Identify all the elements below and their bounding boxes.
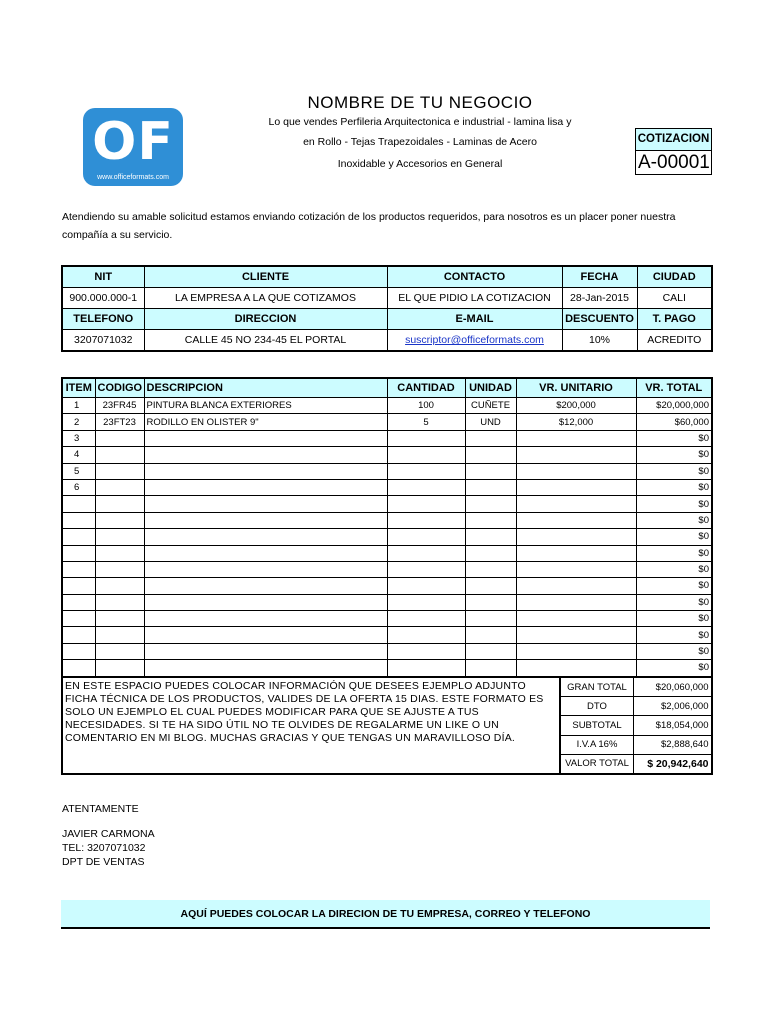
item-unit-price[interactable]	[516, 660, 636, 677]
table-row	[62, 414, 712, 430]
item-code[interactable]: 23FR45	[95, 398, 144, 414]
item-quantity[interactable]	[387, 578, 465, 594]
item-unit[interactable]	[465, 545, 516, 561]
cliente-value[interactable]: LA EMPRESA A LA QUE COTIZAMOS	[144, 288, 387, 309]
telefono-value[interactable]: 3207071032	[62, 330, 144, 352]
totals-table	[560, 676, 713, 775]
totals-value: $ 20,942,640	[634, 754, 712, 774]
item-number[interactable]	[62, 529, 95, 545]
item-code[interactable]	[95, 512, 144, 528]
logo-url: www.officeformats.com	[97, 174, 169, 181]
item-number[interactable]	[62, 561, 95, 577]
item-unit-price[interactable]	[516, 561, 636, 577]
item-quantity[interactable]	[387, 594, 465, 610]
item-number[interactable]	[62, 643, 95, 659]
item-unit[interactable]	[465, 578, 516, 594]
col-unitario: VR. UNITARIO	[516, 378, 636, 398]
totals-value: $2,006,000	[634, 697, 712, 716]
table-row	[62, 627, 712, 643]
item-quantity[interactable]	[387, 643, 465, 659]
info-header-row	[62, 266, 712, 288]
client-info-table	[61, 265, 713, 352]
totals-row	[561, 677, 712, 697]
item-quantity[interactable]	[387, 660, 465, 677]
item-quantity[interactable]	[387, 496, 465, 512]
item-number[interactable]	[62, 578, 95, 594]
table-row	[62, 447, 712, 463]
item-total[interactable]: $0	[636, 561, 712, 577]
item-total[interactable]: $20,000,000	[636, 398, 712, 414]
table-row	[62, 479, 712, 495]
info-header-row-2	[62, 309, 712, 330]
quote-number[interactable]: A-00001	[638, 152, 710, 173]
table-row	[62, 545, 712, 561]
item-unit-price[interactable]: $200,000	[516, 398, 636, 414]
item-number[interactable]	[62, 594, 95, 610]
header-telefono: TELEFONO	[62, 309, 144, 330]
tagline-line-1: Lo que vendes Perfileria Arquitectonica e industrial - lamina lisa y	[268, 116, 572, 128]
item-code[interactable]	[95, 611, 144, 627]
item-code[interactable]	[95, 561, 144, 577]
item-unit-price[interactable]	[516, 479, 636, 495]
item-unit-price[interactable]	[516, 496, 636, 512]
header-tpago: T. PAGO	[637, 309, 712, 330]
descuento-value[interactable]: 10%	[562, 330, 637, 352]
item-quantity[interactable]	[387, 512, 465, 528]
col-item: ITEM	[62, 378, 95, 398]
item-code[interactable]	[95, 545, 144, 561]
item-total[interactable]: $0	[636, 611, 712, 627]
item-quantity[interactable]	[387, 447, 465, 463]
info-value-row-2	[62, 330, 712, 352]
item-number[interactable]	[62, 545, 95, 561]
item-total[interactable]: $0	[636, 496, 712, 512]
item-total[interactable]: $0	[636, 594, 712, 610]
item-total[interactable]: $0	[636, 479, 712, 495]
table-row	[62, 430, 712, 446]
table-row	[62, 529, 712, 545]
intro-text: Atendiendo su amable solicitud estamos enviando cotización de los productos requeridos, para nosotros es un placer poner nuestra compañía a su servicio.	[62, 211, 676, 241]
item-description[interactable]	[144, 643, 387, 659]
tagline-line-2: en Rollo - Tejas Trapezoidales - Laminas de Acero	[303, 136, 537, 148]
item-unit[interactable]	[465, 611, 516, 627]
table-row	[62, 496, 712, 512]
item-code[interactable]	[95, 643, 144, 659]
item-unit[interactable]	[465, 512, 516, 528]
fecha-value[interactable]: 28-Jan-2015	[562, 288, 637, 309]
item-total[interactable]: $0	[636, 430, 712, 446]
item-description[interactable]	[144, 545, 387, 561]
item-total[interactable]: $0	[636, 660, 712, 677]
table-row	[62, 398, 712, 414]
item-unit[interactable]: UND	[465, 414, 516, 430]
item-description[interactable]	[144, 529, 387, 545]
item-code[interactable]	[95, 529, 144, 545]
tagline-line-3: Inoxidable y Accesorios en General	[337, 158, 503, 170]
item-total[interactable]: $0	[636, 627, 712, 643]
totals-value: $20,060,000	[634, 677, 712, 697]
item-description[interactable]	[144, 447, 387, 463]
col-descripcion: DESCRIPCION	[144, 378, 387, 398]
item-unit-price[interactable]	[516, 463, 636, 479]
table-row	[62, 611, 712, 627]
totals-label: GRAN TOTAL	[561, 677, 634, 697]
table-row	[62, 512, 712, 528]
item-unit-price[interactable]	[516, 512, 636, 528]
item-number[interactable]	[62, 611, 95, 627]
logo-mark: OF	[92, 112, 174, 172]
item-unit-price[interactable]	[516, 447, 636, 463]
item-quantity[interactable]	[387, 545, 465, 561]
company-logo	[83, 108, 183, 186]
item-number[interactable]: 4	[62, 447, 95, 463]
item-unit[interactable]	[465, 660, 516, 677]
item-number[interactable]: 2	[62, 414, 95, 430]
item-quantity[interactable]: 100	[387, 398, 465, 414]
item-number[interactable]	[62, 660, 95, 677]
item-description[interactable]	[144, 512, 387, 528]
table-row	[62, 561, 712, 577]
nit-value[interactable]: 900.000.000-1	[62, 288, 144, 309]
col-cantidad: CANTIDAD	[387, 378, 465, 398]
item-unit[interactable]	[465, 496, 516, 512]
items-table	[61, 377, 713, 678]
item-quantity[interactable]	[387, 561, 465, 577]
item-total[interactable]: $0	[636, 463, 712, 479]
item-quantity[interactable]	[387, 611, 465, 627]
item-unit[interactable]	[465, 627, 516, 643]
item-code[interactable]	[95, 594, 144, 610]
item-unit-price[interactable]	[516, 529, 636, 545]
header-email: E-MAIL	[387, 309, 562, 330]
item-code[interactable]: 23FT23	[95, 414, 144, 430]
item-description[interactable]: PINTURA BLANCA EXTERIORES	[144, 398, 387, 414]
item-total[interactable]: $0	[636, 447, 712, 463]
totals-row	[561, 754, 712, 774]
item-unit[interactable]	[465, 447, 516, 463]
item-code[interactable]	[95, 463, 144, 479]
table-row	[62, 643, 712, 659]
col-total: VR. TOTAL	[636, 378, 712, 398]
item-code[interactable]	[95, 578, 144, 594]
item-number[interactable]	[62, 627, 95, 643]
item-unit[interactable]: CUÑETE	[465, 398, 516, 414]
item-total[interactable]: $60,000	[636, 414, 712, 430]
item-description[interactable]	[144, 479, 387, 495]
item-unit-price[interactable]: $12,000	[516, 414, 636, 430]
ciudad-value[interactable]: CALI	[637, 288, 712, 309]
item-unit[interactable]	[465, 463, 516, 479]
item-unit-price[interactable]	[516, 594, 636, 610]
email-link[interactable]: suscriptor@officeformats.com	[405, 334, 544, 346]
quote-number-box	[635, 128, 712, 175]
item-unit-price[interactable]	[516, 643, 636, 659]
item-quantity[interactable]	[387, 430, 465, 446]
item-number[interactable]: 1	[62, 398, 95, 414]
header-cliente: CLIENTE	[144, 266, 387, 288]
item-total[interactable]: $0	[636, 578, 712, 594]
business-name: NOMBRE DE TU NEGOCIO	[307, 93, 533, 112]
item-description[interactable]	[144, 611, 387, 627]
item-code[interactable]	[95, 430, 144, 446]
item-unit[interactable]	[465, 529, 516, 545]
col-unidad: UNIDAD	[465, 378, 516, 398]
totals-label: I.V.A 16%	[561, 735, 634, 754]
direccion-value[interactable]: CALLE 45 NO 234-45 EL PORTAL	[144, 330, 387, 352]
item-code[interactable]	[95, 496, 144, 512]
totals-label: DTO	[561, 697, 634, 716]
item-quantity[interactable]	[387, 463, 465, 479]
info-value-row	[62, 288, 712, 309]
item-unit-price[interactable]	[516, 578, 636, 594]
item-description[interactable]	[144, 496, 387, 512]
totals-row	[561, 697, 712, 716]
item-total[interactable]: $0	[636, 529, 712, 545]
signer-name: JAVIER CARMONA	[62, 828, 155, 840]
item-code[interactable]	[95, 479, 144, 495]
item-unit[interactable]	[465, 594, 516, 610]
header-fecha: FECHA	[562, 266, 637, 288]
item-total[interactable]: $0	[636, 643, 712, 659]
table-row	[62, 578, 712, 594]
item-number[interactable]: 6	[62, 479, 95, 495]
item-unit[interactable]	[465, 430, 516, 446]
signer-department: DPT DE VENTAS	[62, 856, 145, 868]
item-unit-price[interactable]	[516, 611, 636, 627]
totals-label: SUBTOTAL	[561, 716, 634, 735]
item-unit[interactable]	[465, 561, 516, 577]
footer-address-bar: AQUÍ PUEDES COLOCAR LA DIRECION DE TU EMPRESA, CORREO Y TELEFONO	[61, 900, 710, 929]
totals-label: VALOR TOTAL	[561, 754, 634, 774]
item-unit-price[interactable]	[516, 545, 636, 561]
item-number[interactable]: 5	[62, 463, 95, 479]
item-description[interactable]	[144, 594, 387, 610]
item-description[interactable]	[144, 430, 387, 446]
item-quantity[interactable]	[387, 529, 465, 545]
header-nit: NIT	[62, 266, 144, 288]
quote-label: COTIZACION	[636, 129, 711, 151]
item-total[interactable]: $0	[636, 512, 712, 528]
totals-row	[561, 716, 712, 735]
item-description[interactable]	[144, 627, 387, 643]
item-number[interactable]	[62, 496, 95, 512]
table-row	[62, 594, 712, 610]
item-description[interactable]	[144, 561, 387, 577]
header-ciudad: CIUDAD	[637, 266, 712, 288]
item-quantity[interactable]	[387, 479, 465, 495]
item-number[interactable]	[62, 512, 95, 528]
tpago-value[interactable]: ACREDITO	[637, 330, 712, 352]
item-description[interactable]	[144, 660, 387, 677]
table-row	[62, 463, 712, 479]
item-description[interactable]	[144, 578, 387, 594]
totals-value: $2,888,640	[634, 735, 712, 754]
item-unit-price[interactable]	[516, 430, 636, 446]
item-unit[interactable]	[465, 643, 516, 659]
item-code[interactable]	[95, 660, 144, 677]
col-codigo: CODIGO	[95, 378, 144, 398]
signer-phone: TEL: 3207071032	[62, 842, 146, 854]
contacto-value[interactable]: EL QUE PIDIO LA COTIZACION	[387, 288, 562, 309]
closing-text: ATENTAMENTE	[62, 803, 139, 815]
items-header-row	[62, 378, 712, 398]
totals-value: $18,054,000	[634, 716, 712, 735]
header-direccion: DIRECCION	[144, 309, 387, 330]
header-descuento: DESCUENTO	[562, 309, 637, 330]
item-quantity[interactable]	[387, 627, 465, 643]
notes-box[interactable]: EN ESTE ESPACIO PUEDES COLOCAR INFORMACIÓN QUE DESEES EJEMPLO ADJUNTO FICHA TÉCNICA DE LOS PRODUCTOS, VALIDES DE LA OFERTA 15 DIAS. ESTE FORMATO ES SOLO UN EJEMPLO EL CUAL PUEDES MODIFICAR PARA QUE SE AJUSTE A TUS NECESIDADES. SI TE HA SIDO ÚTIL NO TE OLVIDES DE REGALARME UN LIKE O UN COMENTARIO EN MI BLOG. MUCHAS GRACIAS Y QUE TENGAS UN MARAVILLOSO DÍA.	[61, 676, 560, 775]
item-unit-price[interactable]	[516, 627, 636, 643]
table-row	[62, 660, 712, 677]
item-unit[interactable]	[465, 479, 516, 495]
item-total[interactable]: $0	[636, 545, 712, 561]
item-code[interactable]	[95, 627, 144, 643]
totals-row	[561, 735, 712, 754]
item-code[interactable]	[95, 447, 144, 463]
item-number[interactable]: 3	[62, 430, 95, 446]
header-contacto: CONTACTO	[387, 266, 562, 288]
item-description[interactable]	[144, 463, 387, 479]
email-link-cell	[387, 330, 562, 352]
item-quantity[interactable]: 5	[387, 414, 465, 430]
item-description[interactable]: RODILLO EN OLISTER 9"	[144, 414, 387, 430]
